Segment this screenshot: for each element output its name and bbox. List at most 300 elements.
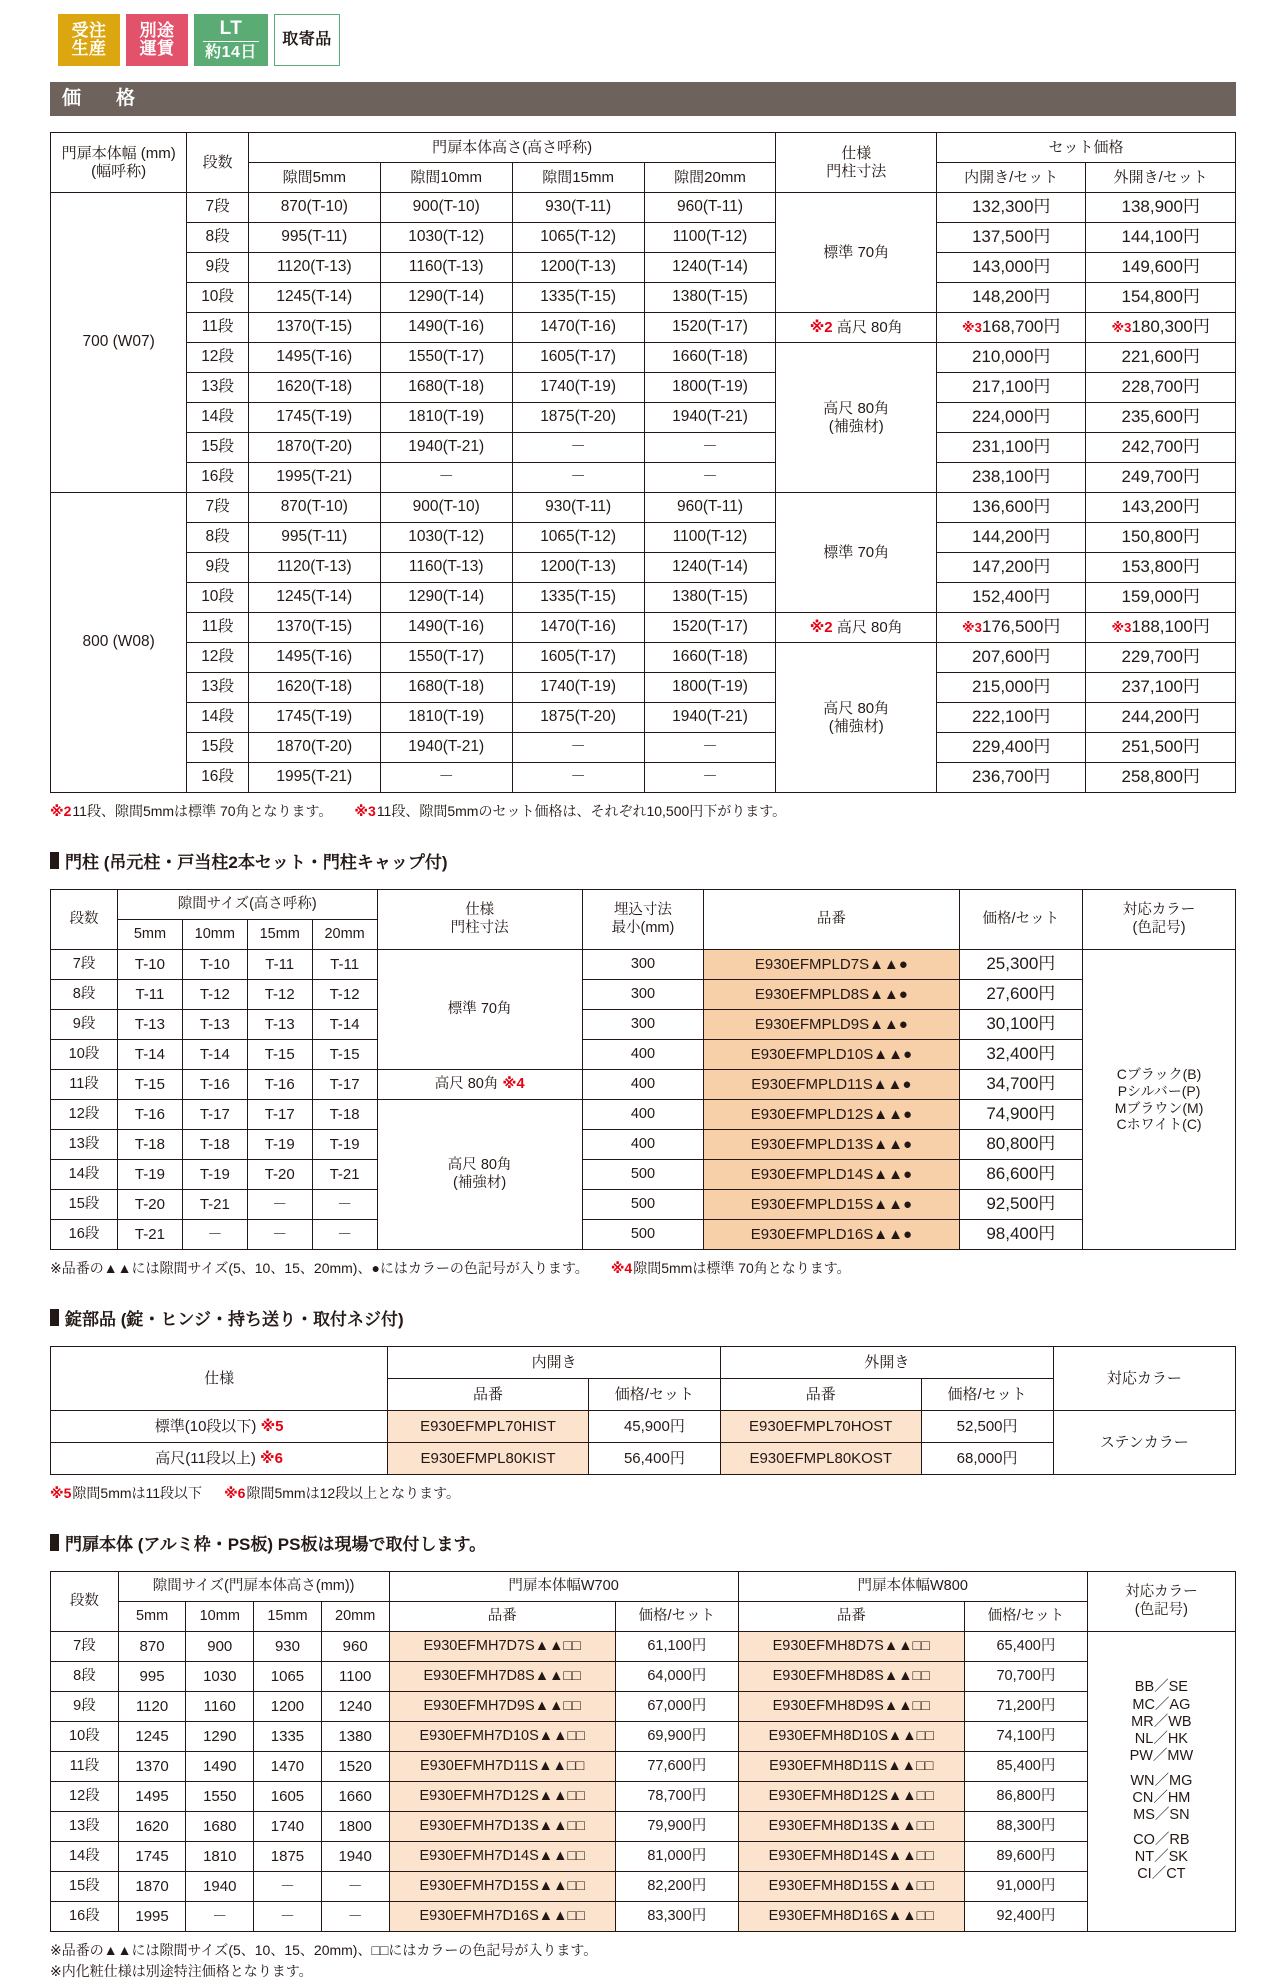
price-gap10: 1810(T-19) [380, 403, 512, 433]
price-gap10: 1940(T-21) [380, 733, 512, 763]
post-header-price: 価格/セット [959, 890, 1083, 950]
price-gap10: 1290(T-14) [380, 583, 512, 613]
body-header-gap5: 5mm [118, 1602, 186, 1632]
body-header-row-2 [51, 1602, 1236, 1632]
lock-inward-price: 45,900円 [588, 1411, 720, 1443]
badge-separate-freight [126, 14, 188, 66]
lock-inward-part: E930EFMPL70HIST [388, 1411, 589, 1443]
post-color-item: Mブラウン(M) [1114, 1099, 1204, 1116]
body-header-w800: 門扉本体幅W800 [738, 1572, 1087, 1602]
price-value: 242,700円 [1121, 437, 1200, 457]
post-spec-tall-label: 高尺 80角 [434, 1075, 503, 1092]
post-gap5: T-15 [117, 1070, 182, 1100]
price-step: 9段 [187, 253, 249, 283]
post-price: 30,100円 [959, 1010, 1083, 1040]
price-outward [1086, 763, 1236, 793]
table-header-row-1 [51, 133, 1236, 163]
price-step: 7段 [187, 493, 249, 523]
lock-header-in-price: 価格/セット [588, 1379, 720, 1411]
table-row [51, 1100, 1236, 1130]
post-embed: 400 [582, 1070, 703, 1100]
header-spec-sub: 門柱寸法 [826, 162, 887, 180]
price-outward [1086, 553, 1236, 583]
body-gap15: 1605 [254, 1782, 322, 1812]
lock-spec-mark: ※5 [260, 1417, 284, 1435]
price-value: 152,400円 [971, 587, 1051, 607]
lock-header-outward: 外開き [720, 1347, 1053, 1379]
body-gap10: 1550 [186, 1782, 254, 1812]
price-outward [1086, 343, 1236, 373]
bullet-square-icon [50, 1534, 59, 1551]
table-row [51, 980, 1236, 1010]
price-value: 149,600円 [1121, 257, 1200, 277]
post-header-color-main: 対応カラー [1122, 902, 1196, 919]
post-gap10: T-13 [182, 1010, 247, 1040]
post-colors [1083, 950, 1236, 1250]
post-header-gap20: 20mm [312, 920, 377, 950]
post-price: 98,400円 [959, 1220, 1083, 1250]
price-gap10: 1550(T-17) [380, 343, 512, 373]
post-part-number: E930EFMPLD15S▲▲● [704, 1190, 959, 1220]
body-gap10: 1290 [186, 1722, 254, 1752]
post-gap15: T-17 [247, 1100, 312, 1130]
price-gap10: 1160(T-13) [380, 553, 512, 583]
price-value: 237,100円 [1121, 677, 1200, 697]
table-row [51, 193, 1236, 223]
body-header-steps: 段数 [51, 1572, 119, 1632]
body-note-2: ※内化粧仕様は別途特注価格となります。 [50, 1963, 313, 1979]
body-gap15: 930 [254, 1632, 322, 1662]
body-color-item: MS／SN [1133, 1807, 1190, 1824]
price-gap15: 1875(T-20) [512, 403, 644, 433]
price-gap15: 930(T-11) [512, 493, 644, 523]
price-step: 8段 [187, 523, 249, 553]
body-price-w800: 74,100円 [965, 1722, 1088, 1752]
header-inward: 内開き/セット [936, 163, 1085, 193]
price-gap15: － [512, 463, 644, 493]
table-row [51, 1842, 1236, 1872]
body-part-w700: E930EFMH7D14S▲▲□□ [389, 1842, 615, 1872]
price-step: 8段 [187, 223, 249, 253]
lock-header-out-part: 品番 [720, 1379, 921, 1411]
body-price-w700: 83,300円 [615, 1902, 738, 1932]
price-spec-standard: 標準 70角 [776, 193, 936, 313]
price-gap20: 1100(T-12) [644, 223, 776, 253]
body-table [50, 1571, 1236, 1932]
lock-outward-price: 52,500円 [921, 1411, 1053, 1443]
price-gap15: 1605(T-17) [512, 643, 644, 673]
body-gap20: 960 [321, 1632, 389, 1662]
spec-mark-2: ※2 [809, 618, 833, 636]
table-row [51, 1722, 1236, 1752]
body-gap15: 1200 [254, 1692, 322, 1722]
table-row [51, 1902, 1236, 1932]
price-gap5: 995(T-11) [248, 223, 380, 253]
body-header-color-sub: (色記号) [1134, 1601, 1188, 1618]
post-gap20: T-14 [312, 1010, 377, 1040]
post-note-mark-4: ※4 [610, 1260, 633, 1276]
lock-color: ステンカラー [1053, 1411, 1235, 1475]
body-part-w700: E930EFMH7D8S▲▲□□ [389, 1662, 615, 1692]
body-part-w800: E930EFMH8D16S▲▲□□ [738, 1902, 964, 1932]
price-step: 7段 [187, 193, 249, 223]
price-inward [936, 313, 1085, 343]
post-gap15: T-20 [247, 1160, 312, 1190]
lock-header-row-1 [51, 1347, 1236, 1379]
table-row [51, 1782, 1236, 1812]
body-step: 10段 [51, 1722, 119, 1752]
post-embed: 400 [582, 1130, 703, 1160]
post-price: 92,500円 [959, 1190, 1083, 1220]
table-row [51, 950, 1236, 980]
price-gap15: 1065(T-12) [512, 523, 644, 553]
price-gap5: 1495(T-16) [248, 343, 380, 373]
price-value: 143,200円 [1121, 497, 1200, 517]
lock-section-heading [50, 1305, 1236, 1330]
price-value: 154,800円 [1121, 287, 1200, 307]
lock-spec-mark: ※6 [260, 1449, 283, 1467]
post-gap20: T-17 [312, 1070, 377, 1100]
price-value: 238,100円 [971, 467, 1051, 487]
body-header-price700: 価格/セット [615, 1602, 738, 1632]
price-step: 16段 [187, 463, 249, 493]
post-spec-reinforced [377, 1100, 582, 1250]
price-gap10: 1030(T-12) [380, 523, 512, 553]
post-step: 16段 [51, 1220, 118, 1250]
header-gap15: 隙間15mm [512, 163, 644, 193]
badge-special-order [274, 14, 340, 66]
price-inward [936, 583, 1085, 613]
price-value: 235,600円 [1121, 407, 1200, 427]
post-table [50, 889, 1236, 1250]
body-price-w800: 89,600円 [965, 1842, 1088, 1872]
price-value: 236,700円 [971, 767, 1051, 787]
body-gap20: 1380 [321, 1722, 389, 1752]
lock-outward-part: E930EFMPL70HOST [720, 1411, 921, 1443]
lock-outward-price: 68,000円 [921, 1443, 1053, 1475]
table-row [51, 1010, 1236, 1040]
price-gap10: 1680(T-18) [380, 673, 512, 703]
body-step: 12段 [51, 1782, 119, 1812]
price-gap5: 1370(T-15) [248, 613, 380, 643]
body-header-color-main: 対応カラー [1125, 1584, 1198, 1601]
body-gap5: 1995 [118, 1902, 186, 1932]
price-notes [50, 801, 1236, 822]
price-inward [936, 403, 1085, 433]
post-heading-text: 門柱 (吊元柱・戸当柱2本セット・門柱キャップ付) [65, 853, 448, 872]
body-gap10: 1160 [186, 1692, 254, 1722]
body-header-w700: 門扉本体幅W700 [389, 1572, 738, 1602]
post-gap20: T-19 [312, 1130, 377, 1160]
body-step: 16段 [51, 1902, 119, 1932]
post-gap15: T-13 [247, 1010, 312, 1040]
spec-tall-label: 高尺 80角 [832, 318, 903, 336]
body-header-gap-group: 隙間サイズ(門扉本体高さ(mm)) [118, 1572, 389, 1602]
body-part-w800: E930EFMH8D11S▲▲□□ [738, 1752, 964, 1782]
price-gap20: 1800(T-19) [644, 373, 776, 403]
post-gap5: T-20 [117, 1190, 182, 1220]
price-outward [1086, 253, 1236, 283]
badge-line2: 運賃 [139, 39, 175, 58]
post-color-item: Cホワイト(C) [1116, 1116, 1202, 1133]
price-gap5: 1745(T-19) [248, 703, 380, 733]
badge-line2: 生産 [71, 39, 107, 58]
body-gap10: － [186, 1902, 254, 1932]
post-gap10: T-21 [182, 1190, 247, 1220]
body-price-w800: 91,000円 [965, 1872, 1088, 1902]
post-part-number: E930EFMPLD7S▲▲● [704, 950, 959, 980]
note-text-2: 11段、隙間5mmは標準 70角となります。 [72, 803, 333, 819]
table-row [51, 493, 1236, 523]
price-outward [1086, 493, 1236, 523]
price-value: 251,500円 [1121, 737, 1200, 757]
post-header-embed [582, 890, 703, 950]
price-step: 12段 [187, 643, 249, 673]
body-header-gap20: 20mm [321, 1602, 389, 1632]
post-notes [50, 1258, 1236, 1279]
lock-heading-text: 錠部品 (錠・ヒンジ・持ち送り・取付ネジ付) [65, 1310, 404, 1329]
body-part-w700: E930EFMH7D16S▲▲□□ [389, 1902, 615, 1932]
spec-reinforced-sub: (補強材) [828, 417, 884, 435]
body-color-item: MR／WB [1131, 1713, 1192, 1730]
body-gap5: 1120 [118, 1692, 186, 1722]
body-gap5: 1745 [118, 1842, 186, 1872]
body-price-w700: 69,900円 [615, 1722, 738, 1752]
post-step: 13段 [51, 1130, 118, 1160]
post-embed: 300 [582, 950, 703, 980]
body-price-w700: 61,100円 [615, 1632, 738, 1662]
body-step: 7段 [51, 1632, 119, 1662]
post-table-body [51, 950, 1236, 1250]
price-gap20: 1800(T-19) [644, 673, 776, 703]
price-gap5: 1620(T-18) [248, 673, 380, 703]
post-section-heading [50, 848, 1236, 873]
price-gap15: 1335(T-15) [512, 583, 644, 613]
post-step: 7段 [51, 950, 118, 980]
table-row [51, 583, 1236, 613]
price-gap20: － [644, 463, 776, 493]
body-gap15: 1065 [254, 1662, 322, 1692]
price-inward [936, 373, 1085, 403]
price-step: 15段 [187, 433, 249, 463]
body-price-w700: 64,000円 [615, 1662, 738, 1692]
table-row [51, 343, 1236, 373]
body-gap20: 1240 [321, 1692, 389, 1722]
price-gap5: 995(T-11) [248, 523, 380, 553]
post-part-number: E930EFMPLD11S▲▲● [704, 1070, 959, 1100]
price-mark-3: ※3 [1111, 620, 1132, 636]
price-outward [1086, 193, 1236, 223]
price-width-group: 800 (W08) [51, 493, 187, 793]
body-gap10: 1030 [186, 1662, 254, 1692]
lock-spec-label: 標準(10段以下) [154, 1417, 261, 1435]
price-gap20: 1660(T-18) [644, 343, 776, 373]
spec-tall-label: 高尺 80角 [832, 618, 903, 636]
body-gap5: 1620 [118, 1812, 186, 1842]
body-color-item: PW／MW [1129, 1747, 1194, 1764]
post-gap20: T-11 [312, 950, 377, 980]
price-gap20: － [644, 733, 776, 763]
lock-table [50, 1346, 1236, 1475]
body-price-w800: 71,200円 [965, 1692, 1088, 1722]
price-gap10: 1810(T-19) [380, 703, 512, 733]
post-spec-tall [377, 1070, 582, 1100]
post-gap15: T-12 [247, 980, 312, 1010]
price-gap10: 900(T-10) [380, 493, 512, 523]
body-part-w800: E930EFMH8D9S▲▲□□ [738, 1692, 964, 1722]
body-color-item: CI／CT [1137, 1866, 1186, 1883]
price-value: 207,600円 [971, 647, 1051, 667]
lock-header-color: 対応カラー [1053, 1347, 1235, 1411]
body-part-w700: E930EFMH7D15S▲▲□□ [389, 1872, 615, 1902]
price-outward [1086, 463, 1236, 493]
body-part-w800: E930EFMH8D7S▲▲□□ [738, 1632, 964, 1662]
price-width-group: 700 (W07) [51, 193, 187, 493]
price-gap15: 1740(T-19) [512, 373, 644, 403]
price-value: 159,000円 [1121, 587, 1200, 607]
body-gap20: － [321, 1902, 389, 1932]
body-gap20: － [321, 1872, 389, 1902]
body-color-item: MC／AG [1132, 1696, 1191, 1713]
badge-line1: 取寄品 [282, 31, 332, 49]
price-gap10: 1490(T-16) [380, 613, 512, 643]
post-gap10: T-12 [182, 980, 247, 1010]
lock-spec [51, 1411, 388, 1443]
bullet-square-icon [50, 852, 59, 869]
price-gap20: 960(T-11) [644, 493, 776, 523]
lock-outward-part: E930EFMPL80KOST [720, 1443, 921, 1475]
header-outward: 外開き/セット [1086, 163, 1236, 193]
price-gap15: 1335(T-15) [512, 283, 644, 313]
price-gap15: 1200(T-13) [512, 253, 644, 283]
price-gap5: 1870(T-20) [248, 433, 380, 463]
header-set-price: セット価格 [936, 133, 1235, 163]
post-gap15: T-15 [247, 1040, 312, 1070]
body-gap10: 1490 [186, 1752, 254, 1782]
price-step: 14段 [187, 703, 249, 733]
body-heading-text: 門扉本体 (アルミ枠・PS板) PS板は現場で取付します。 [65, 1535, 487, 1554]
post-embed: 500 [582, 1160, 703, 1190]
body-step: 8段 [51, 1662, 119, 1692]
post-gap10: T-18 [182, 1130, 247, 1160]
body-price-w800: 70,700円 [965, 1662, 1088, 1692]
lock-header-out-price: 価格/セット [921, 1379, 1053, 1411]
price-gap15: 930(T-11) [512, 193, 644, 223]
post-color-item: Cブラック(B) [1116, 1066, 1202, 1083]
body-gap15: － [254, 1872, 322, 1902]
price-gap5: 1620(T-18) [248, 373, 380, 403]
price-value: 210,000円 [971, 347, 1051, 367]
body-gap10: 1940 [186, 1872, 254, 1902]
post-gap5: T-16 [117, 1100, 182, 1130]
body-price-w800: 86,800円 [965, 1782, 1088, 1812]
post-price: 80,800円 [959, 1130, 1083, 1160]
price-gap5: 870(T-10) [248, 493, 380, 523]
price-step: 15段 [187, 733, 249, 763]
post-gap15: － [247, 1220, 312, 1250]
price-value: 221,600円 [1121, 347, 1200, 367]
price-value: 150,800円 [1121, 527, 1200, 547]
body-header-row-1 [51, 1572, 1236, 1602]
post-gap5: T-13 [117, 1010, 182, 1040]
post-note-4: 隙間5mmは標準 70角となります。 [633, 1260, 851, 1276]
body-price-w700: 67,000円 [615, 1692, 738, 1722]
price-gap15: － [512, 763, 644, 793]
price-inward [936, 193, 1085, 223]
post-embed: 500 [582, 1190, 703, 1220]
post-header-gap15: 15mm [247, 920, 312, 950]
post-gap20: T-15 [312, 1040, 377, 1070]
price-step: 13段 [187, 673, 249, 703]
post-step: 11段 [51, 1070, 118, 1100]
header-gap20: 隙間20mm [644, 163, 776, 193]
table-row [51, 763, 1236, 793]
body-price-w700: 79,900円 [615, 1812, 738, 1842]
post-gap5: T-19 [117, 1160, 182, 1190]
post-price: 25,300円 [959, 950, 1083, 980]
price-mark-3: ※3 [962, 620, 982, 636]
price-spec-tall [776, 613, 936, 643]
table-row [51, 673, 1236, 703]
post-embed: 400 [582, 1100, 703, 1130]
body-part-w800: E930EFMH8D8S▲▲□□ [738, 1662, 964, 1692]
price-inward [936, 493, 1085, 523]
price-value: 258,800円 [1121, 767, 1200, 787]
badge-row [0, 0, 1286, 66]
price-value: 244,200円 [1121, 707, 1200, 727]
header-gap5: 隙間5mm [248, 163, 380, 193]
post-embed: 300 [582, 1010, 703, 1040]
post-gap15: T-16 [247, 1070, 312, 1100]
price-value: 136,600円 [971, 497, 1051, 517]
price-gap10: 1290(T-14) [380, 283, 512, 313]
post-gap5: T-14 [117, 1040, 182, 1070]
price-gap10: 1940(T-21) [380, 433, 512, 463]
body-part-w700: E930EFMH7D12S▲▲□□ [389, 1782, 615, 1812]
table-row [51, 1160, 1236, 1190]
post-gap5: T-18 [117, 1130, 182, 1160]
price-step: 10段 [187, 583, 249, 613]
body-colors [1087, 1632, 1235, 1932]
spec-mark-2: ※2 [809, 318, 833, 336]
price-inward [936, 673, 1085, 703]
price-gap10: 900(T-10) [380, 193, 512, 223]
badge-line1: 受注 [71, 20, 107, 40]
price-inward [936, 613, 1085, 643]
price-gap20: 1520(T-17) [644, 313, 776, 343]
post-part-number: E930EFMPLD9S▲▲● [704, 1010, 959, 1040]
table-row [51, 1692, 1236, 1722]
price-table-body [51, 193, 1236, 793]
price-inward [936, 763, 1085, 793]
body-step: 9段 [51, 1692, 119, 1722]
price-gap15: 1065(T-12) [512, 223, 644, 253]
post-header-embed-main: 埋込寸法 [613, 902, 672, 919]
price-outward [1086, 313, 1236, 343]
body-step: 15段 [51, 1872, 119, 1902]
price-outward [1086, 283, 1236, 313]
body-price-w800: 65,400円 [965, 1632, 1088, 1662]
table-row [51, 1812, 1236, 1842]
body-gap15: 1470 [254, 1752, 322, 1782]
body-price-w800: 85,400円 [965, 1752, 1088, 1782]
table-row [51, 1632, 1236, 1662]
body-gap20: 1800 [321, 1812, 389, 1842]
price-outward [1086, 583, 1236, 613]
price-gap20: 1380(T-15) [644, 583, 776, 613]
body-header-gap15: 15mm [254, 1602, 322, 1632]
price-gap20: 1660(T-18) [644, 643, 776, 673]
